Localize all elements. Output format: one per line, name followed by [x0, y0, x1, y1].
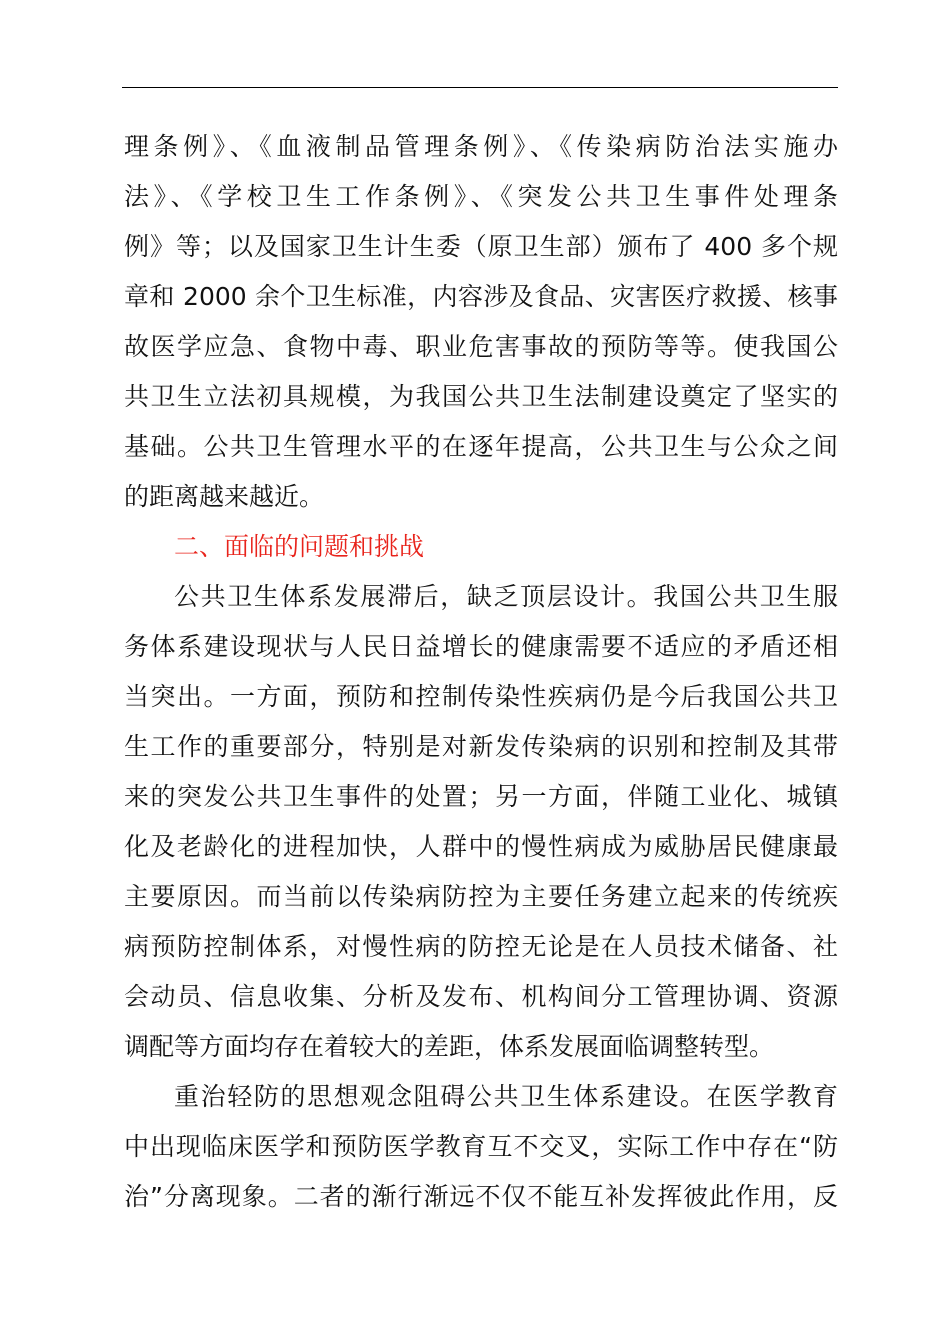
- section-heading: 二、面临的问题和挑战: [174, 532, 425, 561]
- text-line: 的距离越来越近。: [124, 482, 325, 511]
- text-line: 调配等方面均存在着较大的差距，体系发展面临调整转型。: [124, 1032, 775, 1061]
- text-line: 章和 2000 余个卫生标准，内容涉及食品、灾害医疗救援、核事: [124, 282, 838, 311]
- header-rule: [122, 87, 838, 88]
- text-line: 公共卫生体系发展滞后，缺乏顶层设计。我国公共卫生服: [174, 582, 838, 611]
- text-line: 法》、《学校卫生工作条例》、《突发公共卫生事件处理条: [124, 182, 838, 211]
- text-line: 故医学应急、食物中毒、职业危害事故的预防等等。使我国公: [124, 332, 838, 361]
- text-line: 基础。公共卫生管理水平的在逐年提高，公共卫生与公众之间: [124, 432, 838, 461]
- text-line: 共卫生立法初具规模，为我国公共卫生法制建设奠定了坚实的: [124, 382, 838, 411]
- text-line: 理条例》、《血液制品管理条例》、《传染病防治法实施办: [124, 132, 838, 161]
- text-line: 化及老龄化的进程加快，人群中的慢性病成为威胁居民健康最: [124, 832, 838, 861]
- text-line: 生工作的重要部分，特别是对新发传染病的识别和控制及其带: [124, 732, 838, 761]
- text-line: 例》等；以及国家卫生计生委（原卫生部）颁布了 400 多个规: [124, 232, 838, 261]
- paragraph-system-lag: [124, 572, 838, 1072]
- document-body: [124, 122, 838, 1222]
- text-line: 重治轻防的思想观念阻碍公共卫生体系建设。在医学教育: [174, 1082, 838, 1111]
- paragraph-prevention: [124, 1072, 838, 1222]
- text-line: 当突出。一方面，预防和控制传染性疾病仍是今后我国公共卫: [124, 682, 838, 711]
- text-line: 会动员、信息收集、分析及发布、机构间分工管理协调、资源: [124, 982, 838, 1011]
- text-line: 主要原因。而当前以传染病防控为主要任务建立起来的传统疾: [124, 882, 838, 911]
- paragraph-regulations: [124, 122, 838, 522]
- text-line: 治”分离现象。二者的渐行渐远不仅不能互补发挥彼此作用，反: [124, 1182, 838, 1211]
- text-line: 病预防控制体系，对慢性病的防控无论是在人员技术储备、社: [124, 932, 838, 961]
- text-line: 中出现临床医学和预防医学教育互不交叉，实际工作中存在“防: [124, 1132, 838, 1161]
- text-line: 来的突发公共卫生事件的处置；另一方面，伴随工业化、城镇: [124, 782, 838, 811]
- text-line: 务体系建设现状与人民日益增长的健康需要不适应的矛盾还相: [124, 632, 838, 661]
